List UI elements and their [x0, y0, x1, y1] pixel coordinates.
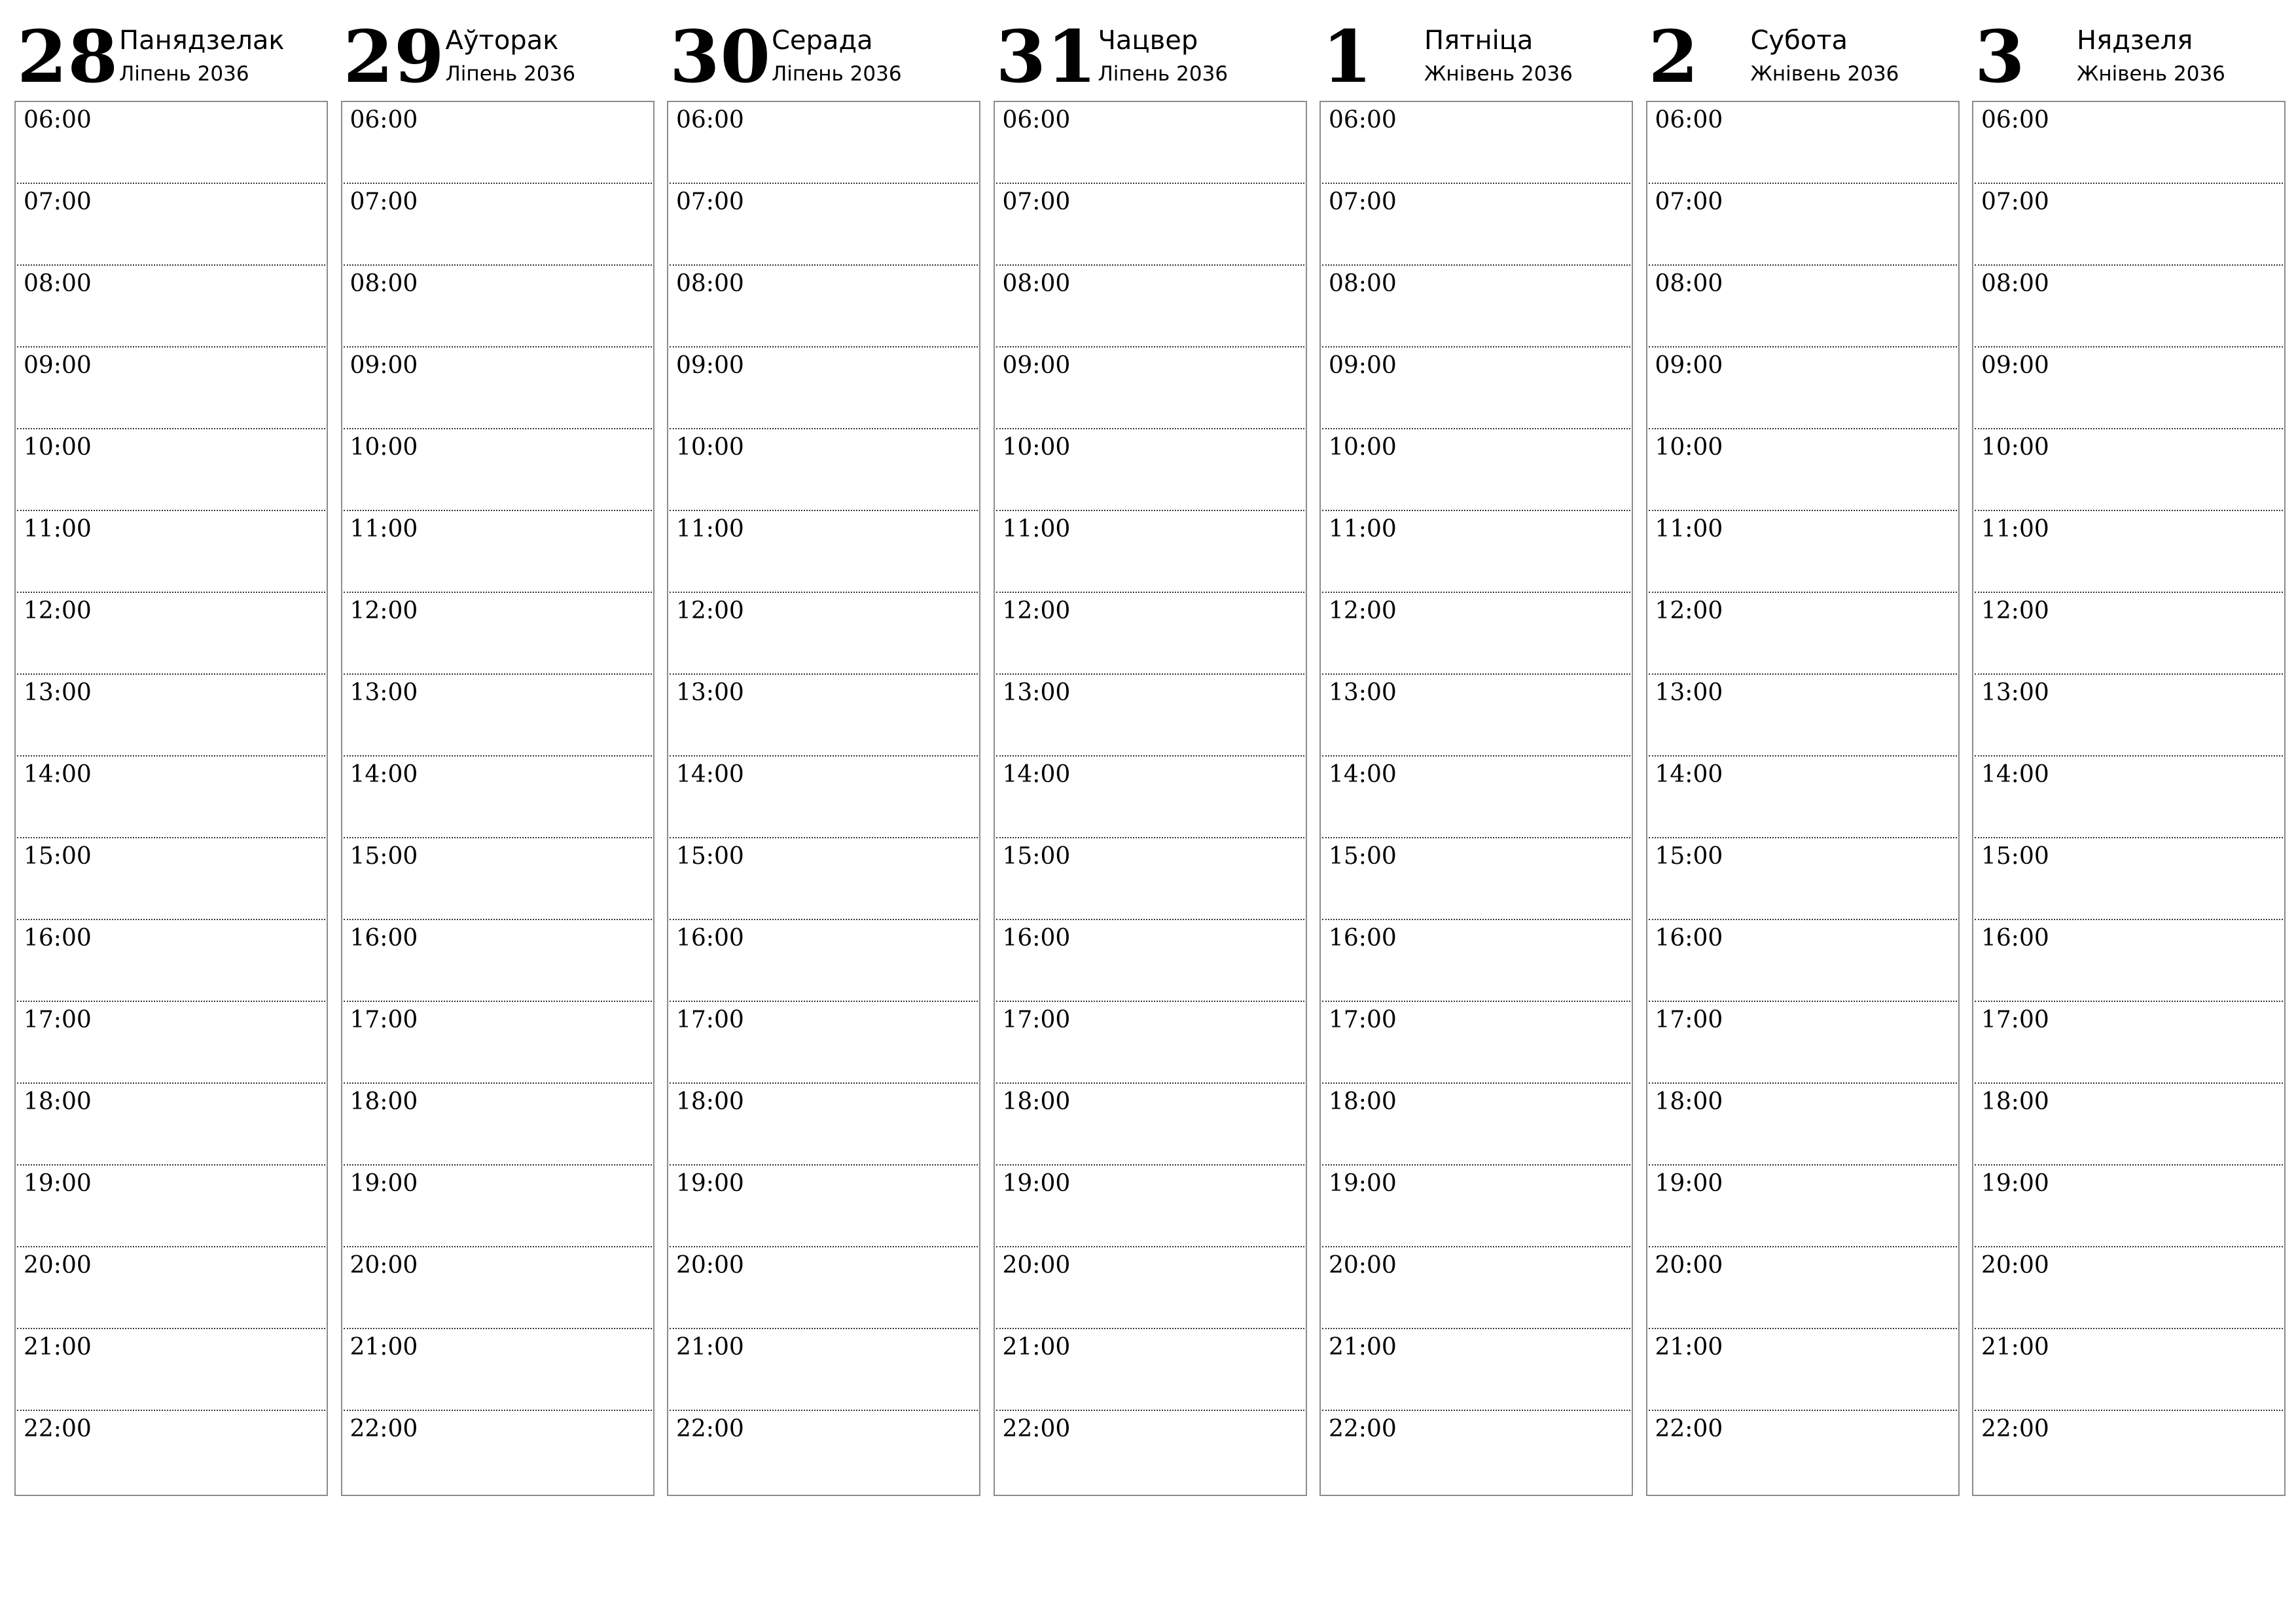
time-slot[interactable] [1322, 757, 1630, 838]
time-slot[interactable] [670, 757, 978, 838]
day-number: 29 [343, 14, 445, 99]
time-slot[interactable] [344, 1247, 652, 1329]
time-grid [1972, 101, 2286, 1496]
time-slot[interactable] [17, 102, 325, 184]
time-slot[interactable] [17, 429, 325, 511]
time-slot[interactable] [1649, 1411, 1957, 1493]
time-slot[interactable] [670, 1166, 978, 1247]
time-slot[interactable] [17, 1247, 325, 1329]
time-slot[interactable] [344, 1411, 652, 1493]
day-column [341, 0, 655, 1442]
time-slot[interactable] [17, 511, 325, 593]
time-label: 06:00 [350, 107, 418, 134]
weekday-name: Аўторак [445, 26, 559, 56]
time-label: 17:00 [1002, 1007, 1071, 1033]
day-number: 30 [670, 14, 772, 99]
time-slot[interactable] [996, 920, 1304, 1002]
time-label: 09:00 [1002, 352, 1071, 379]
time-label: 06:00 [1329, 107, 1397, 134]
time-label: 16:00 [1655, 925, 1723, 952]
time-slot[interactable] [1322, 1166, 1630, 1247]
time-label: 09:00 [1981, 352, 2049, 379]
time-label: 06:00 [1655, 107, 1723, 134]
time-slot[interactable] [17, 348, 325, 429]
time-label: 13:00 [24, 679, 92, 706]
time-label: 13:00 [350, 679, 418, 706]
time-slot[interactable] [17, 920, 325, 1002]
time-label: 18:00 [24, 1088, 92, 1115]
time-label: 07:00 [676, 188, 744, 215]
time-slot[interactable] [1975, 511, 2283, 593]
time-slot[interactable] [996, 266, 1304, 348]
time-slot[interactable] [1322, 1247, 1630, 1329]
time-slot[interactable] [17, 1411, 325, 1493]
time-label: 08:00 [1655, 270, 1723, 297]
time-label: 12:00 [24, 597, 92, 624]
time-slot[interactable] [1975, 184, 2283, 266]
time-slot[interactable] [344, 511, 652, 593]
time-label: 12:00 [1002, 597, 1071, 624]
time-slot[interactable] [1649, 511, 1957, 593]
time-slot[interactable] [996, 348, 1304, 429]
time-label: 20:00 [1002, 1252, 1071, 1279]
time-label: 17:00 [1329, 1007, 1397, 1033]
time-slot[interactable] [996, 757, 1304, 838]
time-slot[interactable] [1975, 838, 2283, 920]
time-slot[interactable] [1649, 1247, 1957, 1329]
month-year: Жнівень 2036 [1424, 62, 1573, 86]
time-slot[interactable] [344, 266, 652, 348]
time-slot[interactable] [996, 511, 1304, 593]
time-slot[interactable] [996, 1084, 1304, 1166]
time-label: 07:00 [350, 188, 418, 215]
time-label: 22:00 [1329, 1416, 1397, 1442]
time-label: 14:00 [1002, 761, 1071, 788]
time-slot[interactable] [17, 1002, 325, 1084]
time-label: 20:00 [1981, 1252, 2049, 1279]
time-slot[interactable] [17, 757, 325, 838]
time-label: 07:00 [1329, 188, 1397, 215]
time-label: 18:00 [350, 1088, 418, 1115]
time-label: 19:00 [1002, 1170, 1071, 1197]
weekday-name: Нядзеля [2077, 26, 2193, 56]
time-label: 10:00 [24, 434, 92, 461]
time-label: 14:00 [676, 761, 744, 788]
time-label: 14:00 [24, 761, 92, 788]
time-slot[interactable] [344, 1002, 652, 1084]
day-header [1646, 0, 1960, 101]
time-label: 13:00 [1981, 679, 2049, 706]
time-slot[interactable] [17, 266, 325, 348]
time-slot[interactable] [1975, 593, 2283, 675]
time-label: 19:00 [24, 1170, 92, 1197]
day-header [1972, 0, 2286, 101]
time-slot[interactable] [670, 348, 978, 429]
time-slot[interactable] [996, 184, 1304, 266]
day-number: 31 [996, 14, 1098, 99]
time-slot[interactable] [670, 511, 978, 593]
time-slot[interactable] [1322, 1329, 1630, 1411]
time-slot[interactable] [1649, 1084, 1957, 1166]
time-slot[interactable] [1322, 429, 1630, 511]
time-label: 11:00 [1981, 516, 2049, 543]
time-slot[interactable] [670, 1247, 978, 1329]
time-grid [1646, 101, 1960, 1496]
time-label: 19:00 [676, 1170, 744, 1197]
time-slot[interactable] [1975, 429, 2283, 511]
time-label: 10:00 [1329, 434, 1397, 461]
weekday-name: Пятніца [1424, 26, 1534, 56]
time-slot[interactable] [1975, 1002, 2283, 1084]
time-slot[interactable] [670, 102, 978, 184]
time-grid [14, 101, 328, 1496]
time-label: 06:00 [1002, 107, 1071, 134]
time-label: 06:00 [676, 107, 744, 134]
time-label: 15:00 [24, 843, 92, 870]
weekday-name: Панядзелак [119, 26, 285, 56]
time-label: 16:00 [1981, 925, 2049, 952]
time-label: 15:00 [1981, 843, 2049, 870]
time-label: 11:00 [24, 516, 92, 543]
time-label: 08:00 [24, 270, 92, 297]
time-grid [667, 101, 980, 1496]
time-label: 19:00 [1981, 1170, 2049, 1197]
time-label: 14:00 [1655, 761, 1723, 788]
time-label: 11:00 [1002, 516, 1071, 543]
time-label: 15:00 [676, 843, 744, 870]
month-year: Ліпень 2036 [445, 62, 576, 86]
month-year: Жнівень 2036 [1750, 62, 1899, 86]
time-label: 16:00 [676, 925, 744, 952]
time-slot[interactable] [1975, 1247, 2283, 1329]
day-header [1319, 0, 1633, 101]
time-label: 22:00 [350, 1416, 418, 1442]
time-slot[interactable] [1322, 1411, 1630, 1493]
time-label: 19:00 [1329, 1170, 1397, 1197]
time-slot[interactable] [1975, 1166, 2283, 1247]
day-column [1646, 0, 1960, 1442]
time-slot[interactable] [17, 1329, 325, 1411]
time-label: 18:00 [1981, 1088, 2049, 1115]
time-label: 09:00 [1329, 352, 1397, 379]
day-column [1972, 0, 2286, 1442]
time-label: 20:00 [1655, 1252, 1723, 1279]
time-slot[interactable] [344, 1329, 652, 1411]
time-label: 21:00 [1329, 1334, 1397, 1361]
time-slot[interactable] [1649, 1329, 1957, 1411]
time-label: 15:00 [1655, 843, 1723, 870]
time-slot[interactable] [17, 593, 325, 675]
time-label: 20:00 [1329, 1252, 1397, 1279]
time-slot[interactable] [996, 1411, 1304, 1493]
time-label: 14:00 [1329, 761, 1397, 788]
time-label: 11:00 [1329, 516, 1397, 543]
time-label: 16:00 [1329, 925, 1397, 952]
time-slot[interactable] [1975, 1329, 2283, 1411]
time-slot[interactable] [1322, 920, 1630, 1002]
time-label: 17:00 [676, 1007, 744, 1033]
time-slot[interactable] [344, 593, 652, 675]
time-slot[interactable] [1975, 920, 2283, 1002]
time-slot[interactable] [670, 1329, 978, 1411]
time-slot[interactable] [1975, 266, 2283, 348]
time-slot[interactable] [1649, 593, 1957, 675]
time-label: 13:00 [676, 679, 744, 706]
time-slot[interactable] [17, 838, 325, 920]
time-label: 09:00 [1655, 352, 1723, 379]
time-label: 22:00 [1002, 1416, 1071, 1442]
time-slot[interactable] [344, 429, 652, 511]
time-slot[interactable] [1649, 675, 1957, 757]
time-label: 22:00 [24, 1416, 92, 1442]
time-label: 20:00 [676, 1252, 744, 1279]
time-slot[interactable] [1322, 593, 1630, 675]
day-header [994, 0, 1307, 101]
time-label: 11:00 [1655, 516, 1723, 543]
time-label: 16:00 [24, 925, 92, 952]
time-label: 07:00 [24, 188, 92, 215]
time-slot[interactable] [1322, 184, 1630, 266]
time-slot[interactable] [344, 757, 652, 838]
time-label: 08:00 [350, 270, 418, 297]
time-slot[interactable] [1975, 675, 2283, 757]
time-slot[interactable] [670, 920, 978, 1002]
time-label: 20:00 [24, 1252, 92, 1279]
time-label: 09:00 [350, 352, 418, 379]
time-slot[interactable] [344, 838, 652, 920]
time-slot[interactable] [1649, 1002, 1957, 1084]
month-year: Ліпень 2036 [772, 62, 902, 86]
time-label: 12:00 [676, 597, 744, 624]
time-slot[interactable] [1975, 757, 2283, 838]
time-label: 12:00 [350, 597, 418, 624]
time-slot[interactable] [1322, 675, 1630, 757]
time-label: 13:00 [1655, 679, 1723, 706]
time-slot[interactable] [1975, 348, 2283, 429]
time-label: 07:00 [1981, 188, 2049, 215]
time-label: 08:00 [1002, 270, 1071, 297]
time-slot[interactable] [344, 1166, 652, 1247]
day-number: 2 [1648, 14, 1700, 99]
time-label: 13:00 [1329, 679, 1397, 706]
time-label: 11:00 [350, 516, 418, 543]
time-slot[interactable] [344, 102, 652, 184]
time-slot[interactable] [1322, 838, 1630, 920]
day-column [667, 0, 980, 1442]
day-number: 1 [1322, 14, 1373, 99]
time-slot[interactable] [670, 675, 978, 757]
time-slot[interactable] [1322, 1084, 1630, 1166]
time-label: 07:00 [1655, 188, 1723, 215]
time-label: 08:00 [676, 270, 744, 297]
time-slot[interactable] [1649, 1166, 1957, 1247]
time-slot[interactable] [1649, 348, 1957, 429]
time-label: 12:00 [1655, 597, 1723, 624]
time-label: 11:00 [676, 516, 744, 543]
time-grid [1319, 101, 1633, 1496]
time-slot[interactable] [344, 184, 652, 266]
time-label: 17:00 [350, 1007, 418, 1033]
time-slot[interactable] [670, 1084, 978, 1166]
day-column [994, 0, 1307, 1442]
time-label: 10:00 [676, 434, 744, 461]
time-slot[interactable] [670, 1002, 978, 1084]
time-slot[interactable] [670, 593, 978, 675]
time-slot[interactable] [1322, 511, 1630, 593]
time-label: 17:00 [24, 1007, 92, 1033]
time-label: 10:00 [350, 434, 418, 461]
time-label: 19:00 [350, 1170, 418, 1197]
time-label: 22:00 [1981, 1416, 2049, 1442]
time-slot[interactable] [344, 675, 652, 757]
time-label: 10:00 [1655, 434, 1723, 461]
time-label: 20:00 [350, 1252, 418, 1279]
time-label: 15:00 [350, 843, 418, 870]
time-label: 16:00 [350, 925, 418, 952]
time-label: 21:00 [24, 1334, 92, 1361]
time-slot[interactable] [1975, 1084, 2283, 1166]
time-slot[interactable] [996, 1329, 1304, 1411]
time-label: 14:00 [350, 761, 418, 788]
time-slot[interactable] [1322, 102, 1630, 184]
time-label: 09:00 [676, 352, 744, 379]
time-slot[interactable] [1649, 838, 1957, 920]
time-grid [341, 101, 655, 1496]
time-slot[interactable] [670, 838, 978, 920]
month-year: Ліпень 2036 [1098, 62, 1229, 86]
time-label: 14:00 [1981, 761, 2049, 788]
time-slot[interactable] [344, 1084, 652, 1166]
time-label: 18:00 [1002, 1088, 1071, 1115]
day-header [667, 0, 980, 101]
time-slot[interactable] [17, 1166, 325, 1247]
time-slot[interactable] [1322, 1002, 1630, 1084]
time-slot[interactable] [344, 920, 652, 1002]
time-slot[interactable] [1322, 266, 1630, 348]
time-slot[interactable] [1649, 429, 1957, 511]
time-label: 08:00 [1329, 270, 1397, 297]
time-label: 12:00 [1329, 597, 1397, 624]
time-slot[interactable] [1975, 102, 2283, 184]
time-label: 21:00 [1002, 1334, 1071, 1361]
time-slot[interactable] [670, 1411, 978, 1493]
time-label: 10:00 [1981, 434, 2049, 461]
day-header [14, 0, 328, 101]
weekday-name: Субота [1750, 26, 1848, 56]
time-label: 17:00 [1981, 1007, 2049, 1033]
time-label: 10:00 [1002, 434, 1071, 461]
time-slot[interactable] [1649, 266, 1957, 348]
time-slot[interactable] [996, 675, 1304, 757]
time-slot[interactable] [17, 675, 325, 757]
time-slot[interactable] [996, 1247, 1304, 1329]
time-label: 21:00 [350, 1334, 418, 1361]
time-label: 06:00 [24, 107, 92, 134]
time-slot[interactable] [1649, 920, 1957, 1002]
time-slot[interactable] [17, 1084, 325, 1166]
weekday-name: Чацвер [1098, 26, 1198, 56]
time-label: 07:00 [1002, 188, 1071, 215]
day-number: 3 [1975, 14, 2026, 99]
time-label: 17:00 [1655, 1007, 1723, 1033]
time-label: 22:00 [1655, 1416, 1723, 1442]
time-slot[interactable] [670, 429, 978, 511]
time-label: 13:00 [1002, 679, 1071, 706]
time-slot[interactable] [1975, 1411, 2283, 1493]
day-column [14, 0, 328, 1442]
time-label: 18:00 [1655, 1088, 1723, 1115]
time-slot[interactable] [670, 184, 978, 266]
time-label: 18:00 [1329, 1088, 1397, 1115]
time-label: 21:00 [1981, 1334, 2049, 1361]
time-label: 21:00 [1655, 1334, 1723, 1361]
time-slot[interactable] [670, 266, 978, 348]
month-year: Ліпень 2036 [119, 62, 249, 86]
time-label: 18:00 [676, 1088, 744, 1115]
time-slot[interactable] [996, 593, 1304, 675]
time-slot[interactable] [17, 184, 325, 266]
weekday-name: Серада [772, 26, 873, 56]
time-slot[interactable] [344, 348, 652, 429]
time-label: 15:00 [1329, 843, 1397, 870]
time-slot[interactable] [1649, 184, 1957, 266]
time-label: 22:00 [676, 1416, 744, 1442]
time-label: 12:00 [1981, 597, 2049, 624]
time-grid [994, 101, 1307, 1496]
day-header [341, 0, 655, 101]
time-slot[interactable] [996, 838, 1304, 920]
time-slot[interactable] [996, 429, 1304, 511]
time-slot[interactable] [996, 102, 1304, 184]
time-label: 21:00 [676, 1334, 744, 1361]
time-slot[interactable] [996, 1002, 1304, 1084]
time-label: 19:00 [1655, 1170, 1723, 1197]
day-column [1319, 0, 1633, 1442]
time-label: 06:00 [1981, 107, 2049, 134]
time-slot[interactable] [1322, 348, 1630, 429]
time-slot[interactable] [996, 1166, 1304, 1247]
time-label: 09:00 [24, 352, 92, 379]
month-year: Жнівень 2036 [2077, 62, 2225, 86]
time-slot[interactable] [1649, 102, 1957, 184]
day-number: 28 [17, 14, 119, 99]
time-label: 16:00 [1002, 925, 1071, 952]
time-label: 08:00 [1981, 270, 2049, 297]
time-slot[interactable] [1649, 757, 1957, 838]
time-label: 15:00 [1002, 843, 1071, 870]
